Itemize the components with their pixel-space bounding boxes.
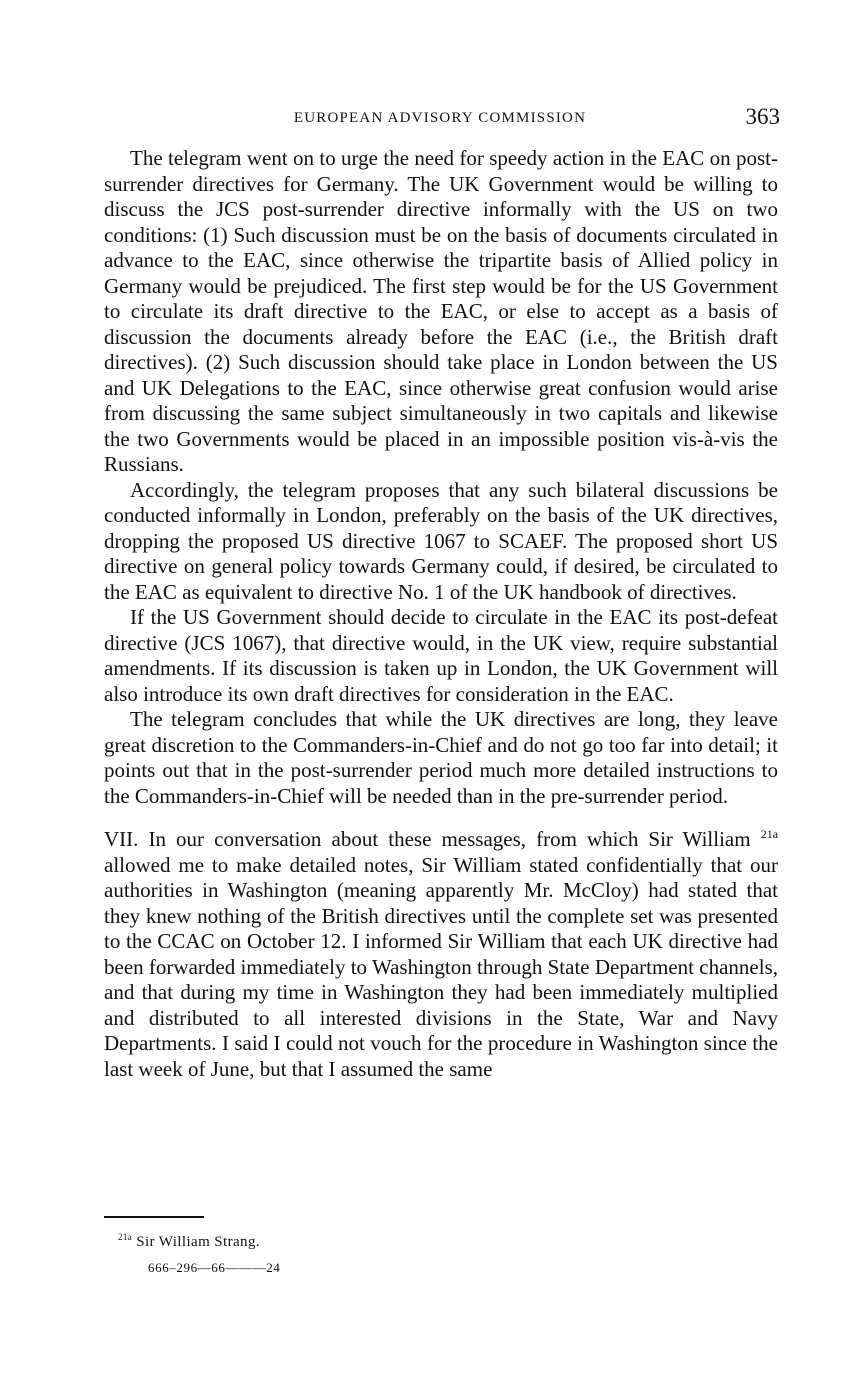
paragraph-bilateral-discussions: Accordingly, the telegram proposes that any such bilateral discussions be conducted informally in London, preferably on the basis of the UK directives, dropping the proposed US directive 1067 to SCAEF. The proposed short US directive on general policy towards Germany could, if desired, be circulated to the EAC as equivalent to directive No. 1 of the UK handbook of directives. xyxy=(104,477,778,604)
paragraph-telegram-concludes: The telegram concludes that while the UK directives are long, they leave great discretion to the Commanders-in-Chief and do not go too far into detail; it points out that in the post-surrender period much more detailed instructions to the Commanders-in-Chief will be needed than in the pre-surrender period. xyxy=(104,707,778,808)
body-text xyxy=(104,146,778,1082)
footnote-divider xyxy=(104,1216,204,1218)
running-title: EUROPEAN ADVISORY COMMISSION xyxy=(293,110,587,126)
footnote-mark: 21a xyxy=(118,1232,133,1242)
footnote-reference-21a: 21a xyxy=(760,827,779,841)
paragraph-jcs-1067: If the US Government should decide to circulate in the EAC its post-defeat directive (JCS 1067), that directive would, in the UK view, require substantial amendments. If its discussion is taken up in London, the UK Government will also introduce its own draft directives for consideration in the EAC. xyxy=(104,605,778,706)
paragraph-telegram-urges: The telegram went on to urge the need for speedy action in the EAC on post-surrender directives for Germany. The UK Government would be willing to discuss the JCS post-surrender directive informally with the US on two conditions: (1) Such discussion must be on the basis of documents circulated in advance to the EAC, since otherwise the tripartite basis of Allied policy in Germany would be prejudiced. The first step would be for the US Government to circulate its draft directive to the EAC, or else to accept as a basis of discussion the documents already before the EAC (i.e., the British draft directives). (2) Such discussion should take place in London between the US and UK Delegations to the EAC, since otherwise great confusion would arise from discussing the same subject simultaneously in two capitals and likewise the two Governments would be placed in an impossible position vis-à-vis the Russians. xyxy=(104,146,778,476)
section-vii-lead: VII. In our conversation about these messages, from which Sir William xyxy=(104,827,751,851)
running-head xyxy=(100,104,780,134)
page-number: 363 xyxy=(745,104,780,129)
footnote-21a xyxy=(118,1234,260,1251)
footnote-text: Sir William Strang. xyxy=(136,1234,261,1250)
section-vii-rest: allowed me to make detailed notes, Sir William stated confidentially that our authorities in Washington (meaning apparently Mr. McCloy) had stated that they knew nothing of the British directives until the complete set was presented to the CCAC on October 12. I informed Sir William that each UK directive had been forwarded immediately to Washington through State Department channels, and that during my time in Washington they had been immediately multiplied and distributed to all interested divisions in the State, War and Navy Departments. I said I could not vouch for the procedure in Washington since the last week of June, but that I assumed the same xyxy=(104,852,778,1081)
printer-signature-code: 666–296—66———24 xyxy=(148,1260,281,1275)
section-vii-paragraph xyxy=(104,827,778,1082)
